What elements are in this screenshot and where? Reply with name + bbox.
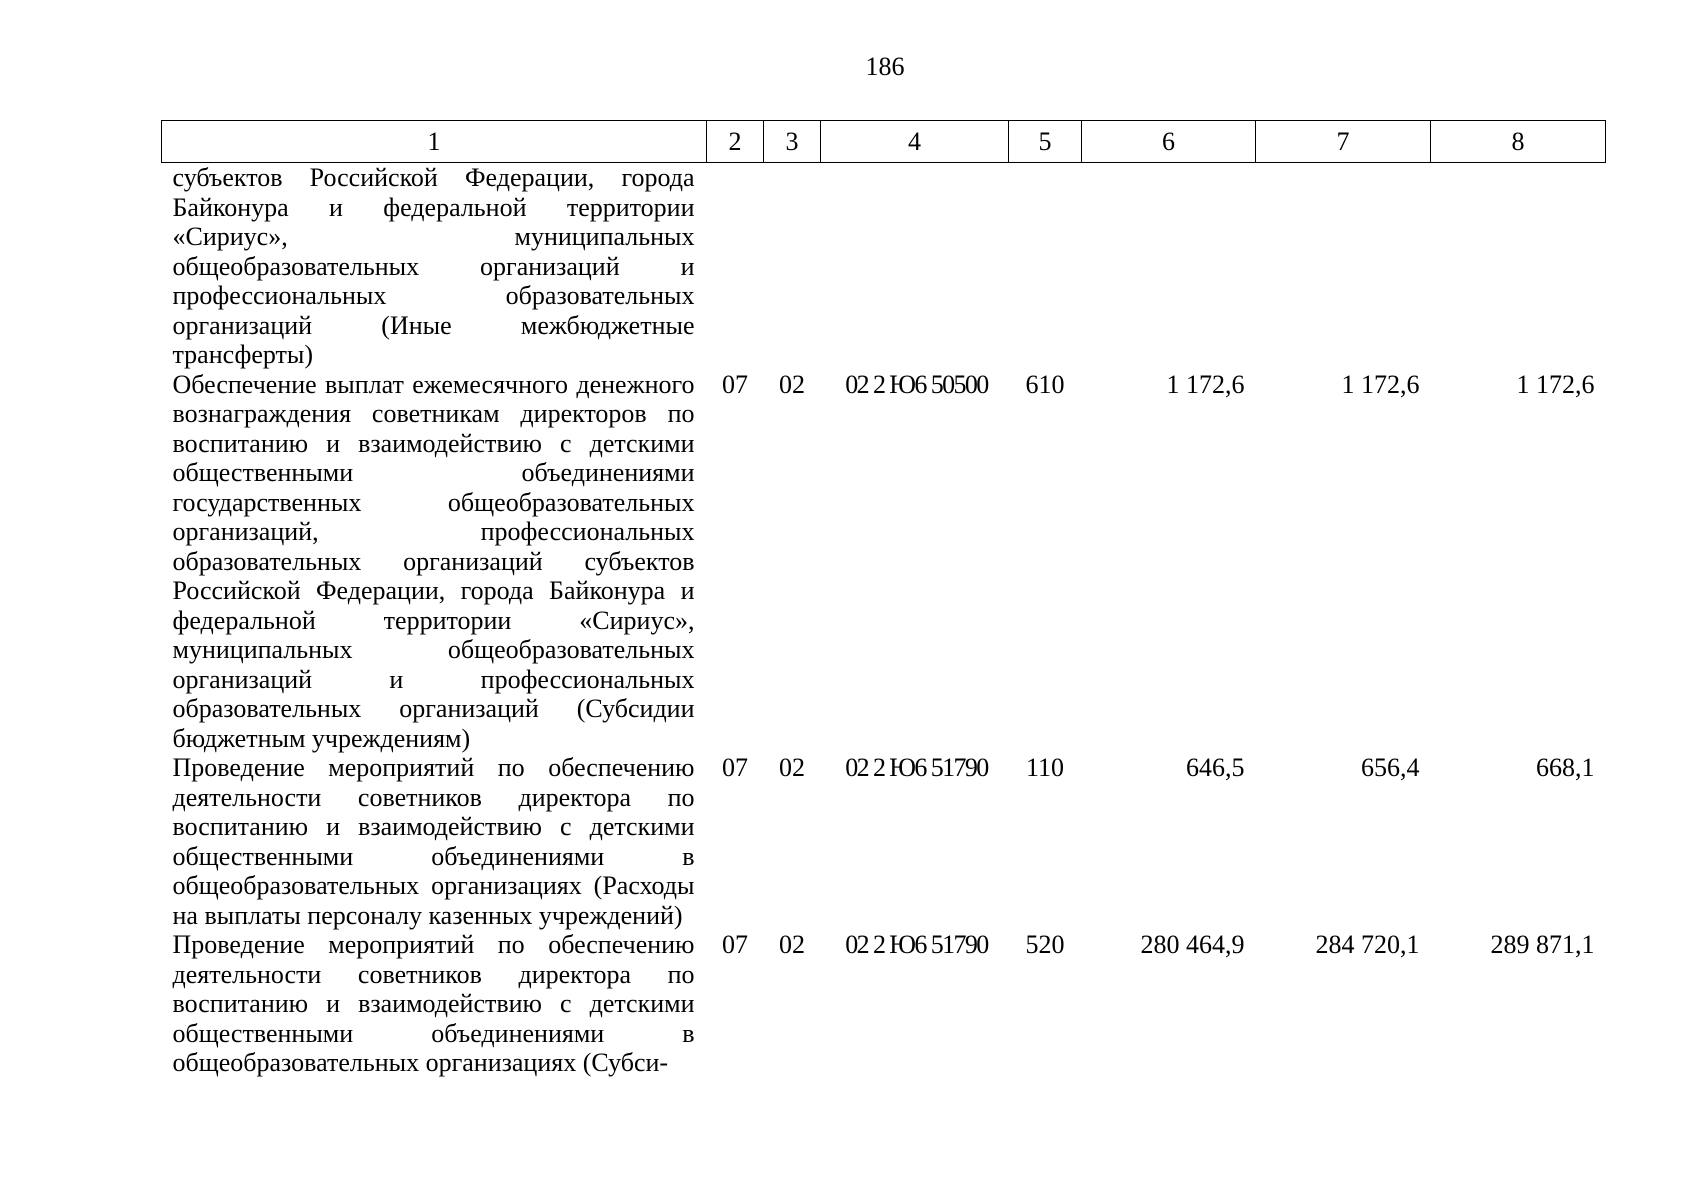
table-row	[162, 163, 1606, 370]
row-amount-3: 289 871,1	[1490, 930, 1595, 959]
table-row	[162, 753, 1606, 930]
row-target-item-code: 02 2 Ю6 50500	[845, 369, 988, 399]
row-target-item-code	[821, 163, 1009, 370]
table-row	[162, 930, 1606, 1078]
row-expense-type-code: 520	[1025, 930, 1065, 959]
row-expense-type-code: 610	[1025, 369, 1065, 399]
column-header-2: 2	[707, 121, 764, 163]
row-section-code: 07	[722, 369, 748, 399]
column-header-7: 7	[1256, 121, 1431, 163]
row-section-code	[707, 163, 764, 370]
row-amount-1: 280 464,9	[1140, 930, 1245, 959]
row-description: Обеспечение выплат ежемесячного денежного вознаграждения советникам директоров по воспитанию и взаимодействию с детскими общественными объединениями государственных общеобразовательных организаций, профессиональных образовательных организаций субъектов Российской Федерации, города Байконура и федеральной территории «Сириус», муниципальных общеобразовательных организаций и профессиональных образовательных организаций (Субсидии бюджетным учреждениям)	[172, 369, 695, 753]
row-subsection-code	[764, 163, 821, 370]
row-amount-3	[1431, 163, 1606, 370]
row-expense-type-code	[1009, 163, 1082, 370]
budget-table	[161, 120, 1606, 1078]
table-header-row	[162, 121, 1606, 163]
row-description: субъектов Российской Федерации, города Байконура и федеральной территории «Сириус», муниципальных общеобразовательных организаций и профессиональных образовательных организаций (Иные межбюджетные трансферты)	[172, 163, 695, 369]
row-amount-2: 656,4	[1361, 753, 1420, 782]
row-amount-1: 646,5	[1186, 753, 1245, 782]
table-row	[162, 370, 1606, 754]
column-header-5: 5	[1009, 121, 1082, 163]
column-header-6: 6	[1082, 121, 1256, 163]
column-header-1: 1	[162, 121, 707, 163]
row-amount-2: 1 172,6	[1341, 369, 1420, 399]
row-section-code: 07	[722, 930, 748, 959]
row-section-code: 07	[722, 753, 748, 782]
row-description: Проведение мероприятий по обеспечению деятельности советников директора по воспитанию и взаимодействию с детскими общественными объединениями в общеобразовательных организациях (Субси-	[172, 930, 695, 1077]
row-subsection-code: 02	[779, 930, 805, 959]
column-header-3: 3	[764, 121, 821, 163]
row-subsection-code: 02	[779, 369, 805, 399]
row-expense-type-code: 110	[1025, 753, 1065, 782]
page-number: 186	[865, 52, 905, 81]
row-subsection-code: 02	[779, 753, 805, 782]
row-target-item-code: 02 2 Ю6 51790	[845, 930, 988, 959]
row-amount-3: 668,1	[1536, 753, 1595, 782]
row-target-item-code: 02 2 Ю6 51790	[845, 753, 988, 782]
row-amount-3: 1 172,6	[1516, 369, 1595, 399]
column-header-8: 8	[1431, 121, 1606, 163]
row-amount-1	[1082, 163, 1256, 370]
row-amount-1: 1 172,6	[1166, 369, 1245, 399]
row-amount-2: 284 720,1	[1315, 930, 1420, 959]
row-description: Проведение мероприятий по обеспечению деятельности советников директора по воспитанию и взаимодействию с детскими общественными объединениями в общеобразовательных организациях (Расходы на выплаты персоналу казенных учреждений)	[172, 753, 695, 930]
column-header-4: 4	[821, 121, 1009, 163]
row-amount-2	[1256, 163, 1431, 370]
